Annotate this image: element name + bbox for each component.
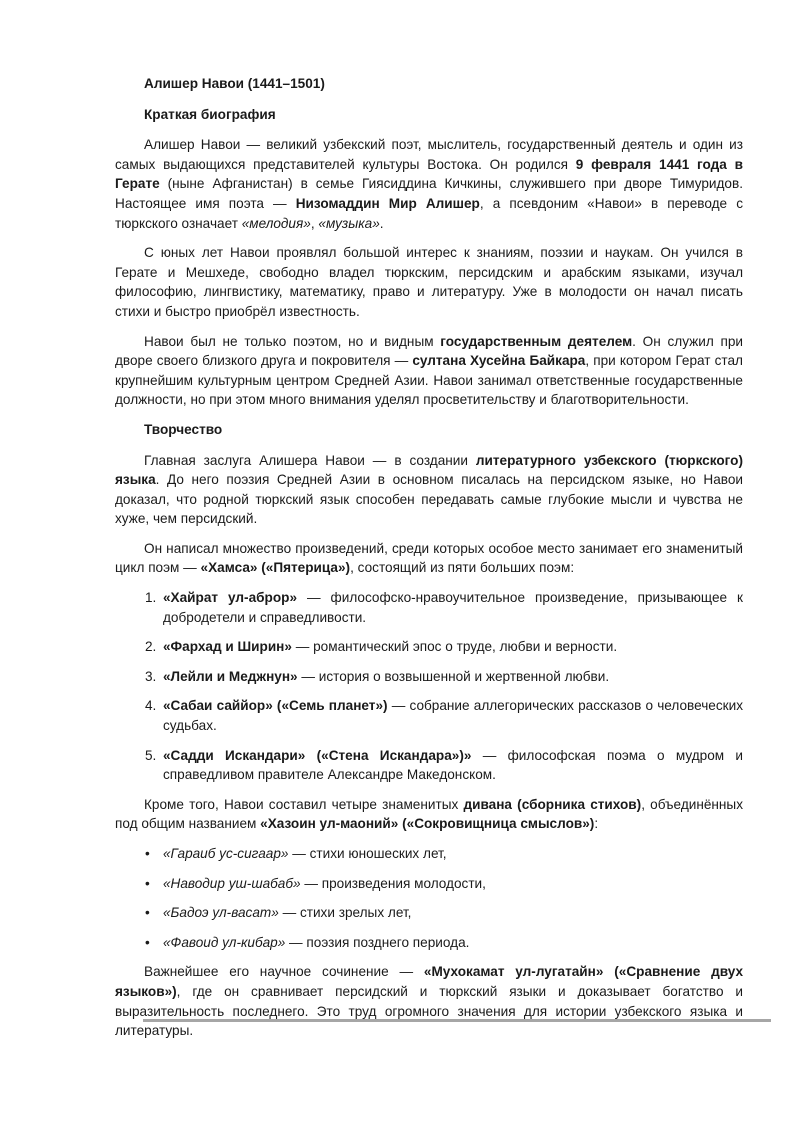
italic-text: «мелодия»: [241, 215, 311, 231]
text-run: . До него поэзия Средней Азии в основном писалась на персидском языке, но Навои доказал, что родной тюркский язык способен передавать самые глубокие мысли и чувства не хуже, чем персидский.: [115, 472, 743, 527]
divan-title: «Бадоэ ул-васат»: [163, 905, 279, 921]
divan-description: — стихи зрелых лет,: [278, 905, 412, 921]
list-item: [115, 588, 743, 627]
divan-title: «Гараиб ус-сигаар»: [163, 846, 289, 861]
bold-text: дивана (сборника стихов): [463, 796, 642, 812]
list-item: [115, 667, 743, 687]
bold-text: литературного узбекского (тюркского) языка: [115, 452, 743, 488]
bullet-marker: •: [145, 905, 150, 921]
paragraph-khamsa: [115, 539, 743, 578]
poem-title: «Хайрат ул-аброр»: [163, 590, 298, 606]
text-run: , объединённых под общим названием: [115, 796, 743, 832]
poem-title: «Лейли и Меджнун»: [163, 668, 298, 684]
list-number: 2.: [145, 639, 157, 655]
bold-text: «Хазоин ул-маоний» («Сокровищница смыслов»): [260, 816, 595, 832]
bold-text: государственным деятелем: [440, 333, 633, 349]
list-item: [115, 903, 743, 923]
list-number: 3.: [145, 668, 157, 684]
poem-description: — философско-нравоучительное произведение, призывающее к добродетели и справедливости.: [163, 590, 743, 625]
list-item: [115, 746, 743, 785]
bullet-marker: •: [145, 934, 150, 950]
text-run: .: [379, 215, 384, 231]
section-heading-works: Творчество: [144, 421, 223, 437]
poems-list: [115, 588, 743, 785]
list-number: 5.: [145, 747, 157, 763]
paragraph-scholarly-work: [115, 962, 743, 1040]
text-run: Алишер Навои — великий узбекский поэт, мыслитель, государственный деятель и один из самых выдающихся представителей культуры Востока. Он родился: [115, 137, 743, 172]
bullet-marker: •: [145, 875, 150, 891]
text-run: Он написал множество произведений, среди которых особое место занимает его знаменитый цикл поэм —: [115, 540, 743, 576]
document-title: Алишер Навои (1441–1501): [144, 76, 325, 91]
poem-title: «Сабаи саййор» («Семь планет»): [163, 698, 388, 714]
text-run: , состоящий из пяти больших поэм:: [350, 560, 575, 576]
poem-title: «Садди Искандари» («Стена Искандара»)»: [163, 747, 472, 763]
divan-description: — поэзия позднего периода.: [285, 934, 470, 950]
list-item: [115, 696, 743, 735]
document-body: [115, 72, 743, 1051]
text-run: :: [594, 816, 599, 832]
poem-description: — история о возвышенной и жертвенной любви.: [297, 668, 610, 684]
paragraph-education: С юных лет Навои проявлял большой интерес к знаниям, поэзии и наукам. Он учился в Герате и Мешхеде, свободно владел тюркским, персидским и арабским языками, изучал философию, лингвистику, математику, право и литературу. Уже в молодости он начал писать стихи и быстро приобрёл известность.: [115, 245, 743, 319]
list-item: [115, 933, 743, 953]
text-run: , где он сравнивает персидский и тюркский языки и доказывает богатство и выразительность последнего. Это труд огромного значения для истории узбекского языка и литературы.: [115, 983, 743, 1039]
text-run: Главная заслуга Алишера Навои — в создании: [144, 452, 476, 468]
divan-title: «Наводир уш-шабаб»: [163, 875, 301, 891]
text-run: ,: [310, 215, 319, 231]
poem-title: «Фархад и Ширин»: [163, 639, 292, 655]
list-number: 1.: [145, 590, 157, 606]
poem-description: — романтический эпос о труде, любви и верности.: [291, 639, 618, 655]
paragraph-birth: [115, 135, 743, 233]
divan-description: — произведения молодости,: [300, 875, 486, 891]
list-number: 4.: [145, 698, 157, 714]
text-run: . Он служил при дворе своего близкого друга и покровителя —: [115, 333, 744, 369]
italic-text: «музыка»: [318, 215, 380, 231]
bold-text: Низомаддин Мир Алишер: [295, 195, 480, 211]
paragraph-divans: [115, 795, 743, 834]
bold-text: «Хамса» («Пятерица»): [200, 560, 351, 576]
bold-text: 9 февраля 1441 года в Герате: [115, 156, 744, 192]
poem-description: — философская поэма о мудром и справедливом правителе Александре Македонском.: [163, 747, 743, 783]
divan-description: — стихи юношеских лет,: [288, 846, 447, 861]
bullet-marker: •: [145, 846, 150, 861]
text-run: , при котором Герат стал крупнейшим культурным центром Средней Азии. Навои занимал ответственные государственные должности, но при этом много внимания уделял просветительству и благотворительности.: [115, 353, 743, 408]
divans-list: [115, 844, 743, 952]
bold-text: султана Хусейна Байкара: [412, 353, 586, 369]
text-run: Важнейшее его научное сочинение —: [144, 964, 424, 980]
list-item: [115, 637, 743, 657]
section-heading-biography: Краткая биография: [144, 106, 276, 122]
list-item: [115, 874, 743, 894]
list-item: [115, 844, 743, 864]
paragraph-statesman: [115, 332, 743, 410]
horizontal-rule: [143, 1019, 771, 1022]
text-run: Навои был не только поэтом, но и видным: [144, 333, 441, 349]
text-run: , а псевдоним «Навои» в переводе с тюркского означает: [115, 195, 743, 231]
paragraph-language: [115, 451, 743, 529]
poem-description: — собрание аллегорических рассказов о человеческих судьбах.: [163, 698, 744, 734]
text-run: (ныне Афганистан) в семье Гиясиддина Кичкины, служившего при дворе Тимуридов. Настоящее имя поэта —: [115, 176, 743, 211]
text-run: Кроме того, Навои составил четыре знаменитых: [144, 796, 464, 812]
bold-text: «Мухокамат ул-лугатайн» («Сравнение двух языков»): [115, 964, 744, 999]
divan-title: «Фавоид ул-кибар»: [163, 934, 286, 950]
